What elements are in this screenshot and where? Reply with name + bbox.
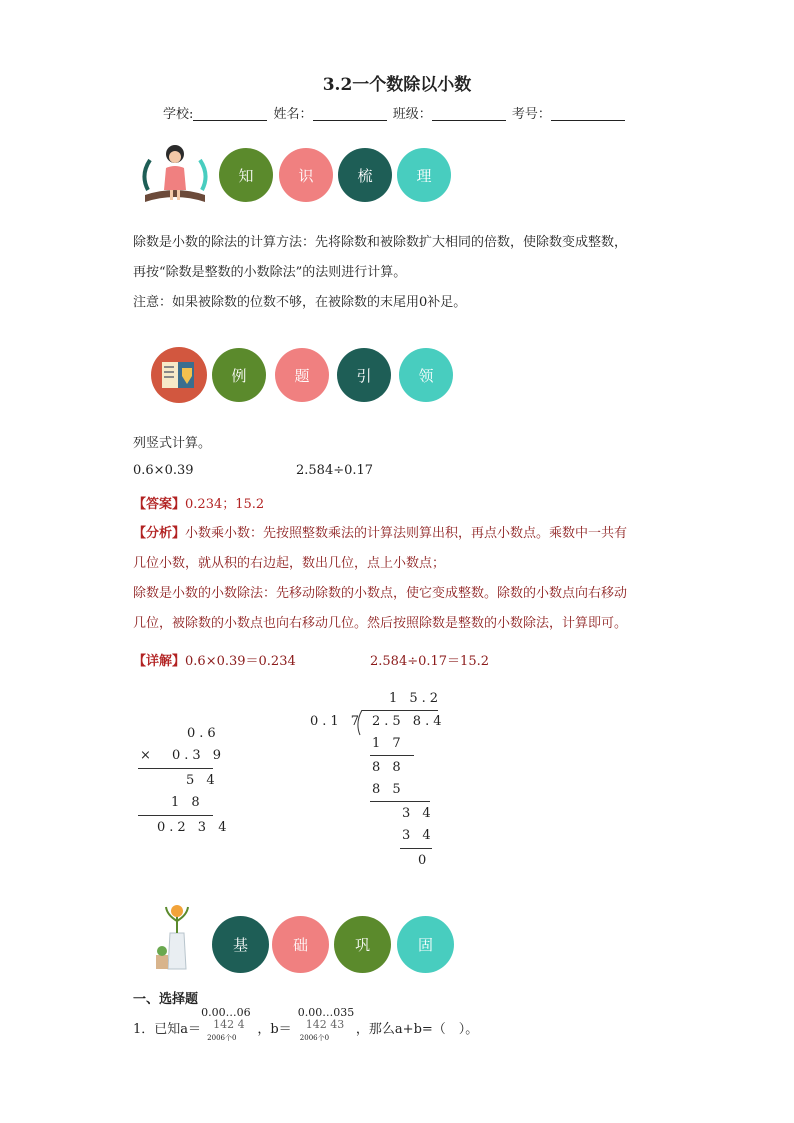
mult-times: ×	[140, 748, 155, 763]
mult-row-5: 0.2 3 4	[157, 820, 231, 835]
school-field[interactable]	[193, 106, 267, 121]
section2-char-4: 领	[399, 348, 453, 402]
analysis-tag: 【分析】	[133, 526, 186, 541]
plant-vase-icon	[152, 903, 202, 973]
mult-row-4: 1 8	[171, 795, 204, 810]
section3-char-2: 础	[272, 916, 329, 973]
section3-char-3: 巩	[334, 916, 391, 973]
div-step-2: 8 8	[372, 760, 405, 775]
value-b-main: 142 43	[305, 1018, 345, 1031]
example-prompt: 列竖式计算。	[133, 436, 212, 451]
section3-char-1: 基	[212, 916, 269, 973]
section2-char-3: 引	[337, 348, 391, 402]
mult-line-1	[138, 768, 213, 769]
analysis-line-2: 几位小数，就从积的右边起，数出几位，点上小数点；	[133, 556, 446, 571]
class-field[interactable]	[432, 106, 506, 121]
exam-no-label: 考号：	[511, 107, 551, 122]
section2-char-2: 题	[275, 348, 329, 402]
div-step-6: 0	[418, 853, 431, 868]
div-top-line	[362, 710, 438, 711]
value-b-top: 0.00…035	[297, 1006, 355, 1019]
question-1: 0.6×0.39	[133, 463, 194, 478]
value-b	[296, 1006, 355, 1042]
value-a-main: 142 4	[213, 1018, 245, 1031]
div-line-2	[370, 801, 430, 802]
value-a-under: 2006个0	[207, 1034, 237, 1042]
div-step-5: 3 4	[402, 828, 435, 843]
section2-char-1: 例	[212, 348, 266, 402]
exam-no-field[interactable]	[551, 106, 625, 121]
detail-line	[133, 650, 296, 669]
answer-tag: 【答案】	[133, 497, 186, 512]
answer-value: 0.234；15.2	[185, 497, 265, 512]
q1-part-c: ，那么a+b=（ ）。	[355, 1022, 479, 1037]
analysis-line-3: 除数是小数的小数除法：先移动除数的小数点，使它变成整数。除数的小数点向右移动	[133, 586, 628, 601]
value-a-top: 0.00…06	[201, 1006, 251, 1019]
answer-line	[133, 493, 264, 512]
analysis-line-4: 几位，被除数的小数点也向右移动几位。然后按照除数是整数的小数除法，计算即可。	[133, 616, 628, 631]
knowledge-text	[133, 228, 693, 318]
div-dividend: 2.5 8.4	[372, 714, 446, 729]
div-divisor: 0.1 7	[310, 714, 364, 729]
q1-part-a: 1．已知a＝	[133, 1022, 202, 1037]
detail-1: 0.6×0.39＝0.234	[185, 654, 296, 669]
class-label: 班级：	[392, 107, 432, 122]
student-info	[163, 103, 627, 122]
detail-2: 2.584÷0.17＝15.2	[370, 654, 489, 669]
section1-char-3: 梳	[338, 148, 392, 202]
section1-char-2: 识	[279, 148, 333, 202]
book-shield-icon	[150, 346, 208, 404]
div-line-3	[400, 848, 432, 849]
knowledge-line-2: 再按“除数是整数的小数除法”的法则进行计算。	[133, 265, 407, 280]
knowledge-line-1: 除数是小数的除法的计算方法：先将除数和被除数扩大相同的倍数，使除数变成整数，	[133, 235, 628, 250]
div-step-1: 1 7	[372, 736, 405, 751]
question-choice-1	[133, 1006, 479, 1042]
value-a	[201, 1006, 253, 1042]
section-heading: 一、选择题	[133, 992, 199, 1007]
name-label: 姓名：	[273, 107, 313, 122]
knowledge-line-3: 注意：如果被除数的位数不够，在被除数的末尾用0补足。	[133, 295, 467, 310]
school-label: 学校:	[163, 107, 194, 122]
mult-row-3: 5 4	[186, 773, 219, 788]
div-step-4: 3 4	[402, 806, 435, 821]
value-b-under: 2006个0	[299, 1034, 330, 1042]
analysis-text	[133, 519, 733, 639]
question-2: 2.584÷0.17	[296, 463, 374, 478]
name-field[interactable]	[313, 106, 387, 121]
detail-tag: 【详解】	[133, 654, 186, 669]
page-title: 3.2一个数除以小数	[322, 75, 472, 95]
div-line-1	[370, 755, 414, 756]
mult-line-2	[138, 815, 213, 816]
div-quotient: 1 5.2	[389, 691, 443, 706]
mult-row-2: 0.3 9	[172, 748, 226, 763]
q1-part-b: ，b＝	[257, 1022, 292, 1037]
section1-char-4: 理	[397, 148, 451, 202]
analysis-line-1: 小数乘小数：先按照整数乘法的计算法则算出积，再点小数点。乘数中一共有	[185, 526, 628, 541]
section1-char-1: 知	[219, 148, 273, 202]
div-step-3: 8 5	[372, 782, 405, 797]
reading-girl-icon	[140, 140, 210, 210]
section3-char-4: 固	[397, 916, 454, 973]
mult-row-1: 0.6	[187, 726, 220, 741]
